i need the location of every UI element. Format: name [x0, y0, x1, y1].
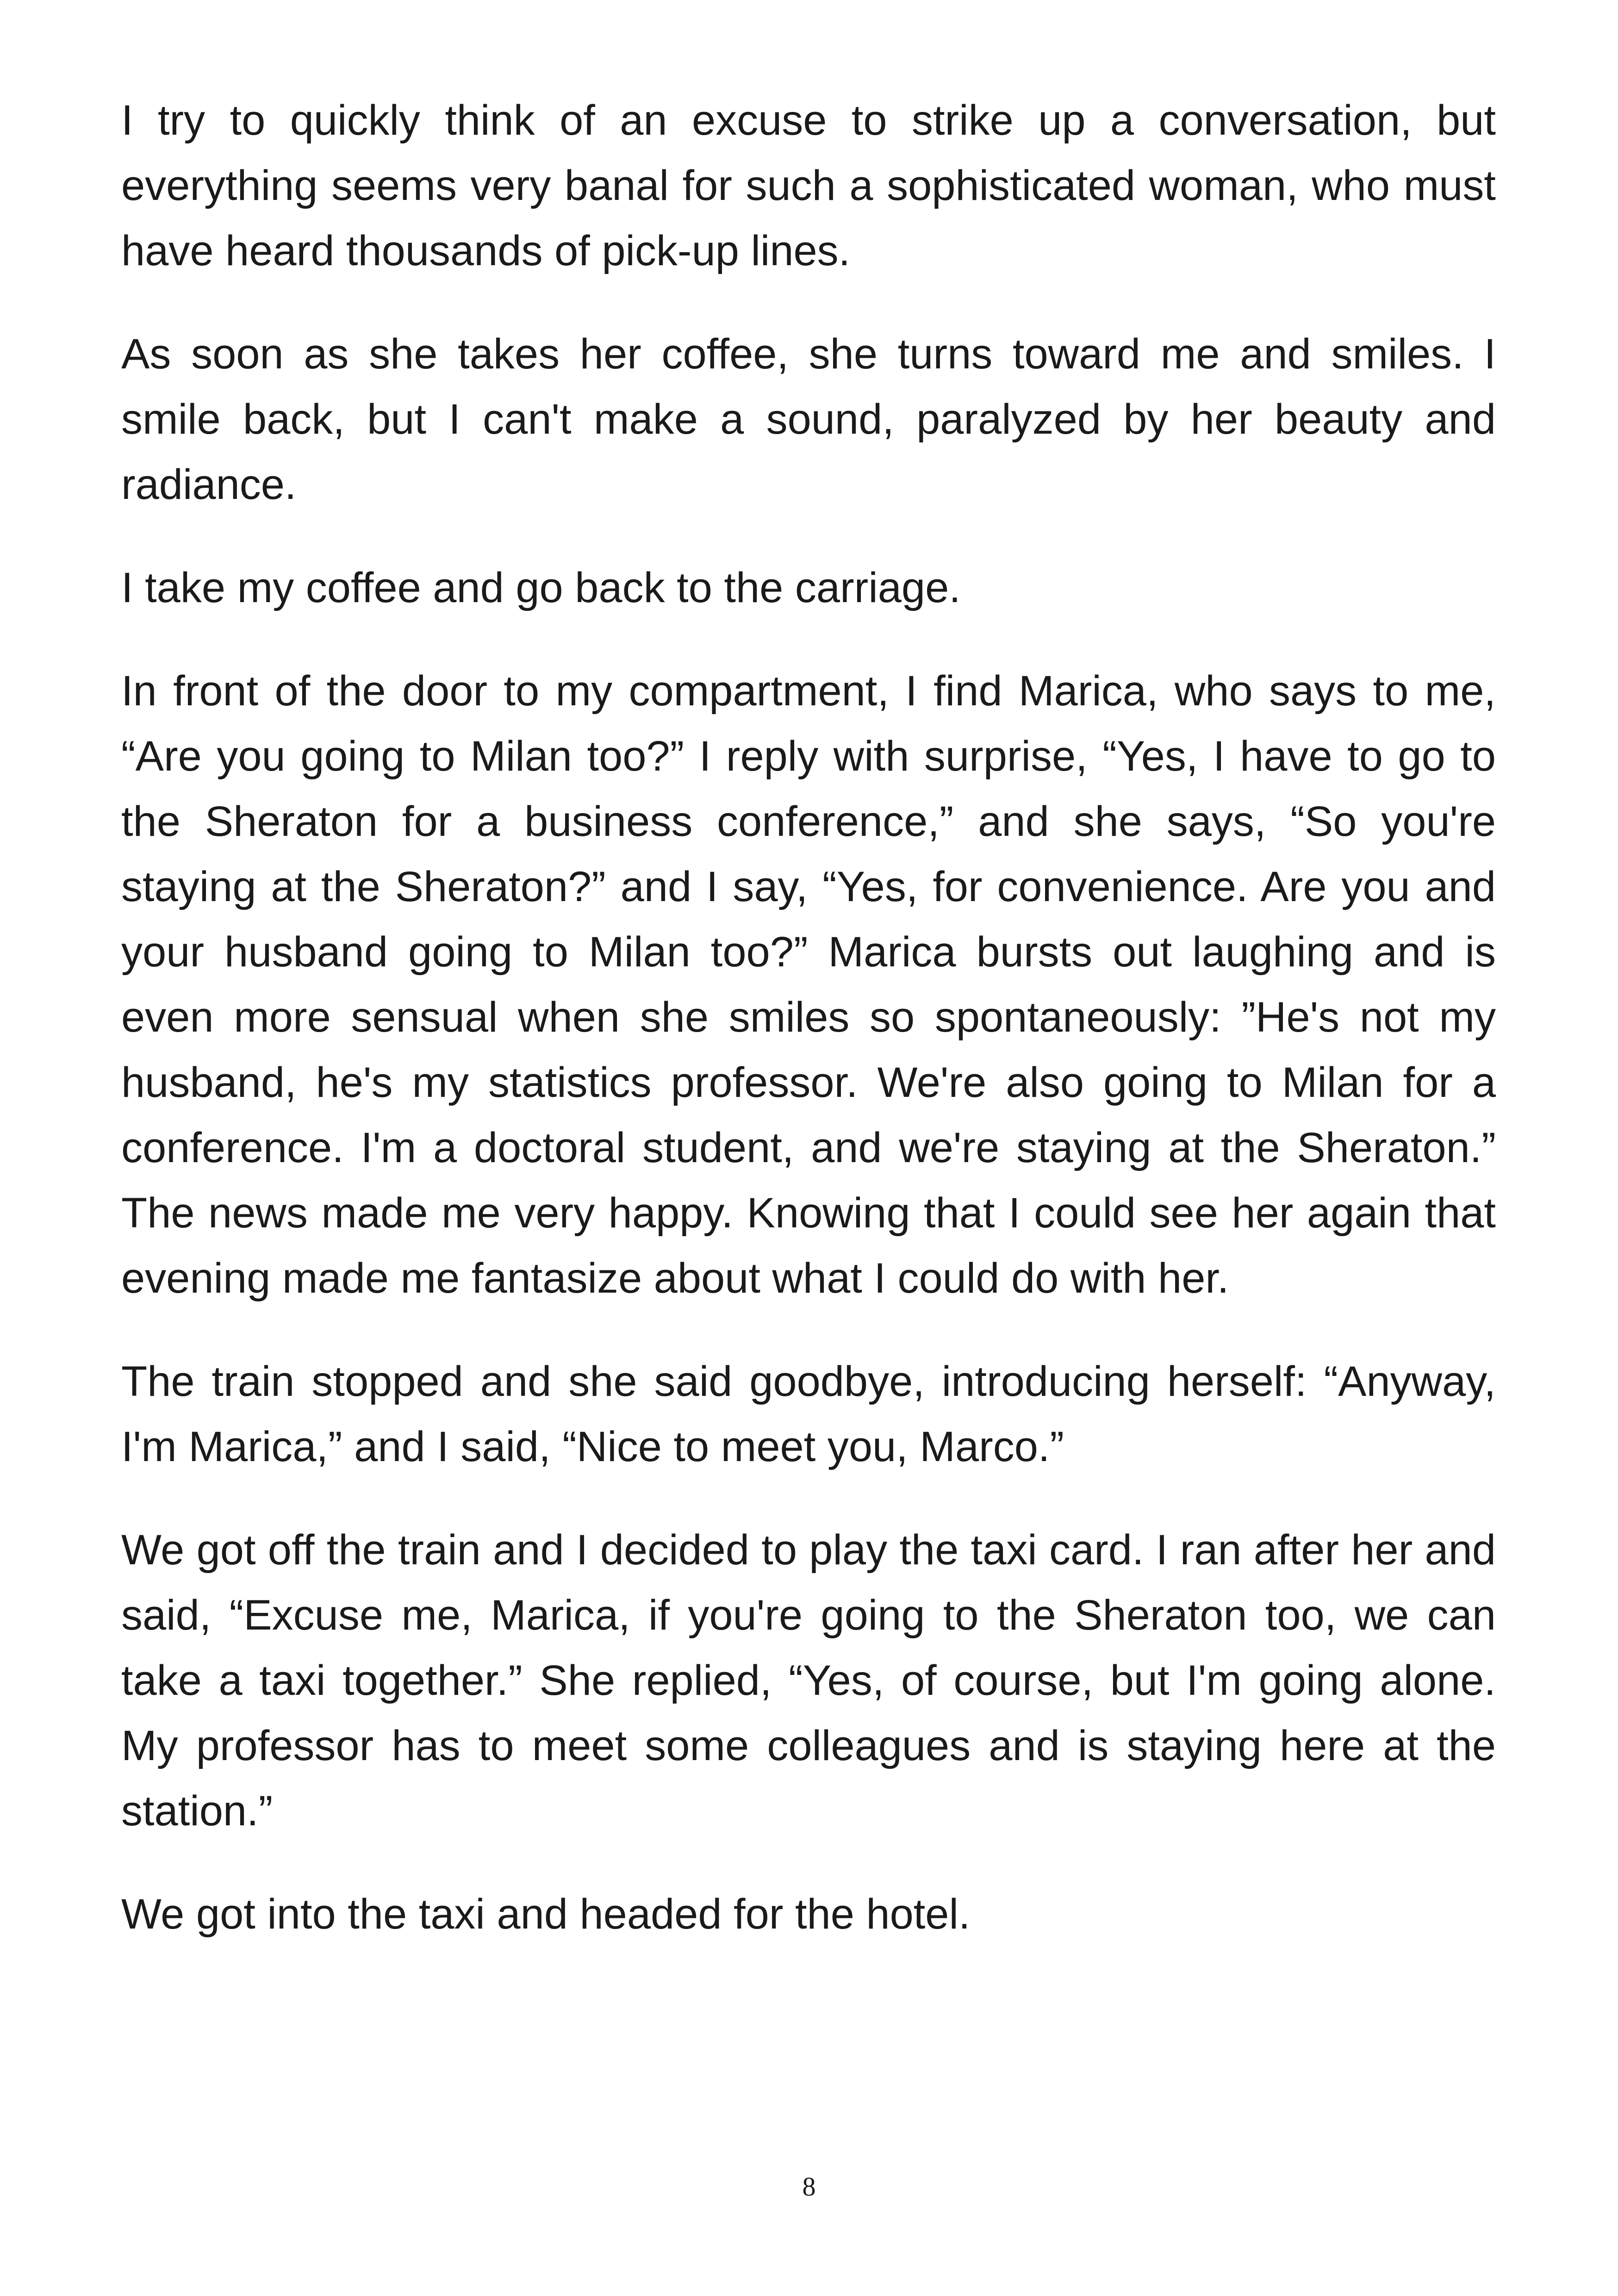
paragraph-2: As soon as she takes her coffee, she turns toward me and smiles. I smile back, but I can't make a sound, paralyzed by her beauty and radiance.	[121, 330, 1496, 508]
page-number: 8	[802, 2172, 816, 2202]
paragraph-4: In front of the door to my compartment, I find Marica, who says to me, “Are you going to Milan too?” I reply with surprise, “Yes, I have to go to the Sheraton for a business conference,” and she says, “So you're staying at the Sheraton?” and I say, “Yes, for convenience. Are you and your husband going to Milan too?” Marica bursts out laughing and is even more sensual when she smiles so spontaneously: ”He's not my husband, he's my statistics professor. We're also going to Milan for a conference. I'm a doctoral student, and we're staying at the Sheraton.” The news made me very happy. Knowing that I could see her again that evening made me fantasize about what I could do with her.	[121, 667, 1496, 1302]
body-text	[121, 88, 1496, 1985]
paragraph-7: We got into the taxi and headed for the hotel.	[121, 1891, 971, 1938]
paragraph-3: I take my coffee and go back to the carriage.	[121, 564, 961, 611]
paragraph-6: We got off the train and I decided to play the taxi card. I ran after her and said, “Excuse me, Marica, if you're going to the Sheraton too, we can take a taxi together.” She replied, “Yes, of course, but I'm going alone. My professor has to meet some colleagues and is staying here at the station.”	[121, 1526, 1496, 1835]
paragraph-1: I try to quickly think of an excuse to strike up a conversation, but everything seems very banal for such a sophisticated woman, who must have heard thousands of pick-up lines.	[121, 97, 1496, 274]
paragraph-5: The train stopped and she said goodbye, introducing herself: “Anyway, I'm Marica,” and I said, “Nice to meet you, Marco.”	[121, 1358, 1496, 1470]
